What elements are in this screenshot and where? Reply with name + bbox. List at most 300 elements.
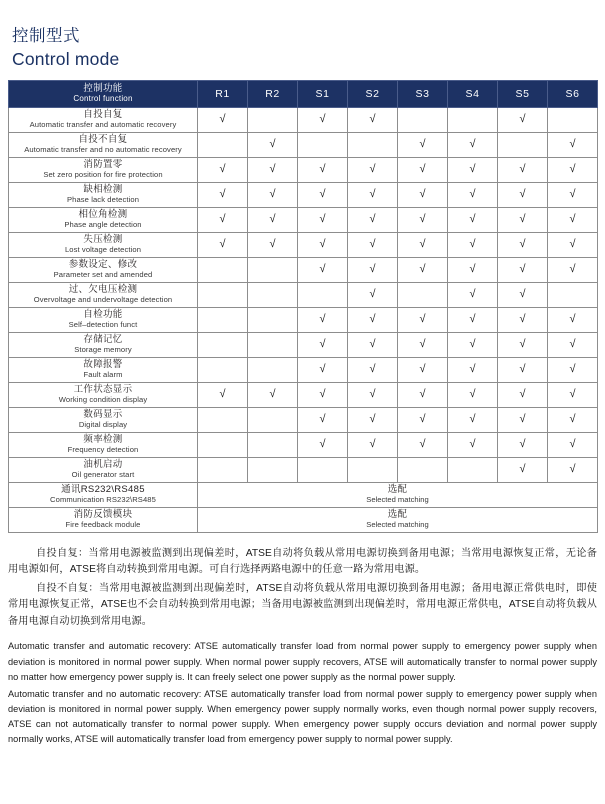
mark-cell-s3 (398, 132, 448, 157)
check-icon: √ (569, 413, 576, 426)
check-icon: √ (519, 338, 526, 351)
mark-cell-s2 (348, 107, 398, 132)
mark-cell-r2 (248, 157, 298, 182)
check-icon: √ (519, 238, 526, 251)
table-row (9, 282, 598, 307)
page-title (0, 0, 605, 71)
check-icon: √ (319, 413, 326, 426)
mark-cell-r1 (198, 132, 248, 157)
header-cell-s5: S5 (498, 80, 548, 107)
mark-cell-r2 (248, 407, 298, 432)
note-zh-2: 自投不自复：当常用电源被监测到出现偏差时，ATSE自动将负载从常用电源切换到备用电源；备用电源正常供电时，即使常用电源恢复正常，ATSE也不会自动转换到常用电源；当备用电源被监测到出现偏差时，常用电源正常供电，ATSE自动将负载从备用电源自动切换到常用电源。 (8, 582, 597, 627)
table-row (9, 332, 598, 357)
check-icon: √ (269, 188, 276, 201)
function-label-en: Oil generator start (71, 470, 135, 480)
table-row (9, 357, 598, 382)
mark-cell-r1 (198, 432, 248, 457)
check-icon: √ (419, 438, 426, 451)
check-icon: √ (569, 163, 576, 176)
function-cell (9, 357, 198, 382)
mark-cell-s5 (498, 107, 548, 132)
mark-cell-s6 (548, 282, 598, 307)
check-icon: √ (519, 188, 526, 201)
mark-cell-s4 (448, 457, 498, 482)
check-icon: √ (269, 388, 276, 401)
mark-cell-s2 (348, 232, 398, 257)
mark-cell-s4 (448, 182, 498, 207)
mark-cell-s6 (548, 182, 598, 207)
check-icon: √ (319, 188, 326, 201)
mark-cell-s6 (548, 257, 598, 282)
check-icon: √ (319, 213, 326, 226)
check-icon: √ (519, 463, 526, 476)
header-cell-s2: S2 (348, 80, 398, 107)
mark-cell-s4 (448, 107, 498, 132)
function-cell (9, 307, 198, 332)
check-icon: √ (469, 288, 476, 301)
function-label-cn: 自检功能 (83, 309, 123, 321)
mark-cell-s6 (548, 107, 598, 132)
table-body (9, 107, 598, 532)
header-cell-s1: S1 (298, 80, 348, 107)
notes-en-block (8, 639, 597, 747)
mark-cell-s2 (348, 257, 398, 282)
option-value-en: Selected matching (366, 495, 429, 505)
mark-cell-s4 (448, 232, 498, 257)
mark-cell-s4 (448, 357, 498, 382)
mark-cell-r1 (198, 407, 248, 432)
check-icon: √ (569, 313, 576, 326)
mark-cell-s6 (548, 432, 598, 457)
function-label-en: Digital display (78, 420, 128, 430)
mark-cell-s5 (498, 407, 548, 432)
function-label-en: Fault alarm (83, 370, 123, 380)
mark-cell-s2 (348, 432, 398, 457)
mark-cell-s1 (298, 382, 348, 407)
function-label-cn: 数码显示 (83, 409, 123, 421)
function-label-en: Frequency detection (67, 445, 139, 455)
check-icon: √ (519, 288, 526, 301)
check-icon: √ (369, 238, 376, 251)
check-icon: √ (219, 113, 226, 126)
check-icon: √ (519, 363, 526, 376)
mark-cell-s3 (398, 232, 448, 257)
table-row (9, 407, 598, 432)
table-row-option (9, 482, 598, 507)
mark-cell-s2 (348, 157, 398, 182)
check-icon: √ (469, 438, 476, 451)
mark-cell-s1 (298, 332, 348, 357)
check-icon: √ (569, 463, 576, 476)
check-icon: √ (419, 138, 426, 151)
mark-cell-s1 (298, 257, 348, 282)
function-cell (9, 457, 198, 482)
table-row (9, 307, 598, 332)
table-row (9, 432, 598, 457)
option-value-cell (198, 507, 598, 532)
header-function-en: Control function (73, 94, 133, 104)
check-icon: √ (469, 313, 476, 326)
mark-cell-s6 (548, 207, 598, 232)
table-row-option (9, 507, 598, 532)
header-cell-s4: S4 (448, 80, 498, 107)
check-icon: √ (369, 263, 376, 276)
note-zh-1: 自投自复：当常用电源被监测到出现偏差时，ATSE自动将负载从常用电源切换到备用电源；当常用电源恢复正常，无论备用电源如何，ATSE将自动转换到常用电源。可自行选择两路电源中的任意一路为常用电源。 (8, 547, 597, 576)
table-row (9, 382, 598, 407)
check-icon: √ (369, 438, 376, 451)
check-icon: √ (419, 213, 426, 226)
mark-cell-r2 (248, 282, 298, 307)
mark-cell-s5 (498, 257, 548, 282)
header-cell-s3: S3 (398, 80, 448, 107)
mark-cell-s3 (398, 332, 448, 357)
mark-cell-s2 (348, 407, 398, 432)
mark-cell-r1 (198, 382, 248, 407)
mark-cell-r2 (248, 132, 298, 157)
check-icon: √ (519, 388, 526, 401)
mark-cell-s5 (498, 232, 548, 257)
check-icon: √ (319, 313, 326, 326)
page-title-en: Control mode (12, 49, 120, 70)
check-icon: √ (369, 338, 376, 351)
mark-cell-s5 (498, 282, 548, 307)
table-row (9, 157, 598, 182)
mark-cell-s3 (398, 382, 448, 407)
mark-cell-s3 (398, 157, 448, 182)
check-icon: √ (519, 438, 526, 451)
function-cell (9, 182, 198, 207)
check-icon: √ (419, 413, 426, 426)
table-row (9, 207, 598, 232)
mark-cell-s6 (548, 232, 598, 257)
check-icon: √ (469, 363, 476, 376)
mark-cell-s3 (398, 407, 448, 432)
control-function-table (8, 80, 598, 533)
mark-cell-r1 (198, 257, 248, 282)
check-icon: √ (319, 338, 326, 351)
mark-cell-r2 (248, 357, 298, 382)
check-icon: √ (219, 163, 226, 176)
mark-cell-r2 (248, 457, 298, 482)
function-label-cn: 失压检测 (83, 234, 123, 246)
function-cell (9, 157, 198, 182)
function-cell (9, 107, 198, 132)
table-row (9, 182, 598, 207)
mark-cell-s1 (298, 432, 348, 457)
check-icon: √ (319, 113, 326, 126)
control-function-table-wrapper (8, 80, 597, 533)
function-label-en: Storage memory (74, 345, 132, 355)
mark-cell-s5 (498, 382, 548, 407)
header-cell-function (9, 80, 198, 107)
check-icon: √ (319, 163, 326, 176)
function-label-cn: 频率检测 (83, 434, 123, 446)
mark-cell-s4 (448, 157, 498, 182)
mark-cell-s3 (398, 207, 448, 232)
mark-cell-s2 (348, 457, 398, 482)
table-row (9, 257, 598, 282)
function-cell (9, 332, 198, 357)
mark-cell-s4 (448, 432, 498, 457)
check-icon: √ (219, 188, 226, 201)
mark-cell-s1 (298, 457, 348, 482)
check-icon: √ (419, 238, 426, 251)
check-icon: √ (519, 213, 526, 226)
check-icon: √ (419, 163, 426, 176)
function-cell (9, 132, 198, 157)
option-value-en: Selected matching (366, 520, 429, 530)
header-cell-r1: R1 (198, 80, 248, 107)
function-label-en: Self–detection funct (68, 320, 138, 330)
check-icon: √ (569, 263, 576, 276)
check-icon: √ (469, 238, 476, 251)
mark-cell-r2 (248, 332, 298, 357)
function-label-en: Automatic transfer and no automatic recovery (24, 145, 182, 155)
function-label-en: Automatic transfer and automatic recovery (29, 120, 177, 130)
check-icon: √ (319, 263, 326, 276)
check-icon: √ (419, 363, 426, 376)
option-value-cell (198, 482, 598, 507)
check-icon: √ (369, 188, 376, 201)
mark-cell-s4 (448, 332, 498, 357)
mark-cell-s1 (298, 232, 348, 257)
mark-cell-s1 (298, 307, 348, 332)
function-label-cn: 存储记忆 (83, 334, 123, 346)
mark-cell-s2 (348, 357, 398, 382)
function-label-cn: 缺相检测 (83, 184, 123, 196)
check-icon: √ (369, 288, 376, 301)
check-icon: √ (519, 113, 526, 126)
mark-cell-s1 (298, 157, 348, 182)
mark-cell-s4 (448, 307, 498, 332)
function-label-cn: 工作状态显示 (73, 384, 133, 396)
option-value-cn: 选配 (387, 484, 408, 496)
mark-cell-s4 (448, 407, 498, 432)
check-icon: √ (269, 138, 276, 151)
mark-cell-r2 (248, 307, 298, 332)
function-label-en: Overvoltage and undervoltage detection (33, 295, 173, 305)
function-label-cn: 消防置零 (83, 159, 123, 171)
mark-cell-s3 (398, 282, 448, 307)
check-icon: √ (419, 338, 426, 351)
mark-cell-s4 (448, 257, 498, 282)
mark-cell-r1 (198, 307, 248, 332)
mark-cell-s1 (298, 357, 348, 382)
check-icon: √ (369, 163, 376, 176)
function-cell (9, 407, 198, 432)
check-icon: √ (569, 213, 576, 226)
function-cell (9, 232, 198, 257)
mark-cell-r1 (198, 457, 248, 482)
function-label-cn: 故障报警 (83, 359, 123, 371)
function-cell (9, 382, 198, 407)
mark-cell-s6 (548, 382, 598, 407)
check-icon: √ (269, 213, 276, 226)
check-icon: √ (569, 438, 576, 451)
check-icon: √ (569, 363, 576, 376)
check-icon: √ (419, 313, 426, 326)
function-label-cn: 相位角检测 (78, 209, 128, 221)
check-icon: √ (569, 188, 576, 201)
function-cell (9, 432, 198, 457)
check-icon: √ (369, 213, 376, 226)
check-icon: √ (319, 363, 326, 376)
check-icon: √ (419, 388, 426, 401)
mark-cell-r1 (198, 182, 248, 207)
mark-cell-s6 (548, 457, 598, 482)
mark-cell-s2 (348, 207, 398, 232)
function-label-en: Working condition display (58, 395, 148, 405)
check-icon: √ (269, 163, 276, 176)
mark-cell-s2 (348, 182, 398, 207)
table-row (9, 132, 598, 157)
mark-cell-s3 (398, 107, 448, 132)
check-icon: √ (369, 413, 376, 426)
mark-cell-s4 (448, 382, 498, 407)
mark-cell-r2 (248, 382, 298, 407)
mark-cell-r2 (248, 107, 298, 132)
function-label-en: Phase lack detection (66, 195, 140, 205)
mark-cell-r2 (248, 182, 298, 207)
check-icon: √ (569, 138, 576, 151)
function-label-en: Set zero position for fire protection (43, 170, 163, 180)
check-icon: √ (419, 263, 426, 276)
page-title-cn: 控制型式 (12, 27, 80, 45)
check-icon: √ (469, 213, 476, 226)
mark-cell-s5 (498, 207, 548, 232)
option-value-cn: 选配 (387, 509, 408, 521)
function-label-cn: 参数设定、修改 (68, 259, 138, 271)
check-icon: √ (369, 388, 376, 401)
mark-cell-s6 (548, 157, 598, 182)
function-label-en: Lost voltage detection (64, 245, 142, 255)
check-icon: √ (569, 238, 576, 251)
check-icon: √ (369, 113, 376, 126)
check-icon: √ (219, 238, 226, 251)
mark-cell-s4 (448, 282, 498, 307)
function-label-en: Parameter set and amended (53, 270, 153, 280)
mark-cell-s5 (498, 457, 548, 482)
function-label-cn: 油机启动 (83, 459, 123, 471)
check-icon: √ (469, 388, 476, 401)
note-en-2: Automatic transfer and no automatic recovery: ATSE automatically transfer load from normal power supply to emergency power supply when deviation is monitored in normal power supply. When emergency power supply normally works, even though normal power supply recovers, ATSE can not automatically transfer to normal power supply. When emergency power supply occurs deviation and normal power supply normally works, ATSE will automatically transfer load from emergency power supply to normal power supply. (8, 688, 597, 745)
function-label-cn: 通讯RS232\RS485 (61, 484, 145, 496)
mark-cell-s3 (398, 307, 448, 332)
function-cell (9, 207, 198, 232)
mark-cell-s6 (548, 357, 598, 382)
note-en-1: Automatic transfer and automatic recovery: ATSE automatically transfer load from normal power supply to emergency power supply when deviation is monitored in normal power supply. When normal power supply recovers, ATSE will automatically transfer to normal power supply no matter how emergency power supply is. It can freely select one power supply as the normal power supply. (8, 641, 597, 682)
check-icon: √ (469, 138, 476, 151)
mark-cell-s5 (498, 332, 548, 357)
mark-cell-r1 (198, 282, 248, 307)
mark-cell-s4 (448, 132, 498, 157)
header-cell-r2: R2 (248, 80, 298, 107)
mark-cell-s2 (348, 332, 398, 357)
mark-cell-s2 (348, 307, 398, 332)
mark-cell-s6 (548, 132, 598, 157)
mark-cell-s5 (498, 357, 548, 382)
mark-cell-r1 (198, 332, 248, 357)
check-icon: √ (319, 438, 326, 451)
mark-cell-s4 (448, 207, 498, 232)
function-cell (9, 507, 198, 532)
mark-cell-s1 (298, 207, 348, 232)
mark-cell-r1 (198, 232, 248, 257)
table-row (9, 107, 598, 132)
mark-cell-s5 (498, 307, 548, 332)
mark-cell-s3 (398, 257, 448, 282)
mark-cell-s3 (398, 357, 448, 382)
function-cell (9, 282, 198, 307)
check-icon: √ (569, 388, 576, 401)
mark-cell-s5 (498, 182, 548, 207)
mark-cell-s1 (298, 132, 348, 157)
notes-section (8, 546, 597, 748)
function-label-cn: 过、欠电压检测 (68, 284, 138, 296)
check-icon: √ (469, 263, 476, 276)
mark-cell-r2 (248, 232, 298, 257)
table-header (9, 80, 598, 107)
function-cell (9, 257, 198, 282)
mark-cell-s3 (398, 432, 448, 457)
mark-cell-r2 (248, 257, 298, 282)
mark-cell-s1 (298, 282, 348, 307)
check-icon: √ (469, 413, 476, 426)
mark-cell-s6 (548, 307, 598, 332)
mark-cell-s5 (498, 432, 548, 457)
table-row (9, 457, 598, 482)
function-cell (9, 482, 198, 507)
function-label-en: Communication RS232\RS485 (50, 495, 156, 505)
function-label-en: Fire feedback module (65, 520, 141, 530)
check-icon: √ (219, 388, 226, 401)
check-icon: √ (519, 163, 526, 176)
check-icon: √ (519, 313, 526, 326)
mark-cell-r2 (248, 207, 298, 232)
check-icon: √ (419, 188, 426, 201)
check-icon: √ (369, 363, 376, 376)
mark-cell-s5 (498, 132, 548, 157)
table-row (9, 232, 598, 257)
mark-cell-r1 (198, 157, 248, 182)
check-icon: √ (519, 413, 526, 426)
mark-cell-s6 (548, 332, 598, 357)
function-label-cn: 自投不自复 (78, 134, 128, 146)
mark-cell-r1 (198, 107, 248, 132)
header-cell-s6: S6 (548, 80, 598, 107)
check-icon: √ (469, 188, 476, 201)
mark-cell-r1 (198, 207, 248, 232)
mark-cell-s1 (298, 182, 348, 207)
mark-cell-s1 (298, 407, 348, 432)
function-label-cn: 消防反馈模块 (73, 509, 133, 521)
mark-cell-s2 (348, 132, 398, 157)
function-label-cn: 自投自复 (83, 109, 123, 121)
check-icon: √ (319, 388, 326, 401)
function-label-en: Phase angle detection (64, 220, 142, 230)
mark-cell-r1 (198, 357, 248, 382)
check-icon: √ (269, 238, 276, 251)
check-icon: √ (219, 213, 226, 226)
mark-cell-s3 (398, 457, 448, 482)
mark-cell-r2 (248, 432, 298, 457)
mark-cell-s1 (298, 107, 348, 132)
check-icon: √ (469, 338, 476, 351)
mark-cell-s5 (498, 157, 548, 182)
table-header-row (9, 80, 598, 107)
mark-cell-s3 (398, 182, 448, 207)
check-icon: √ (469, 163, 476, 176)
